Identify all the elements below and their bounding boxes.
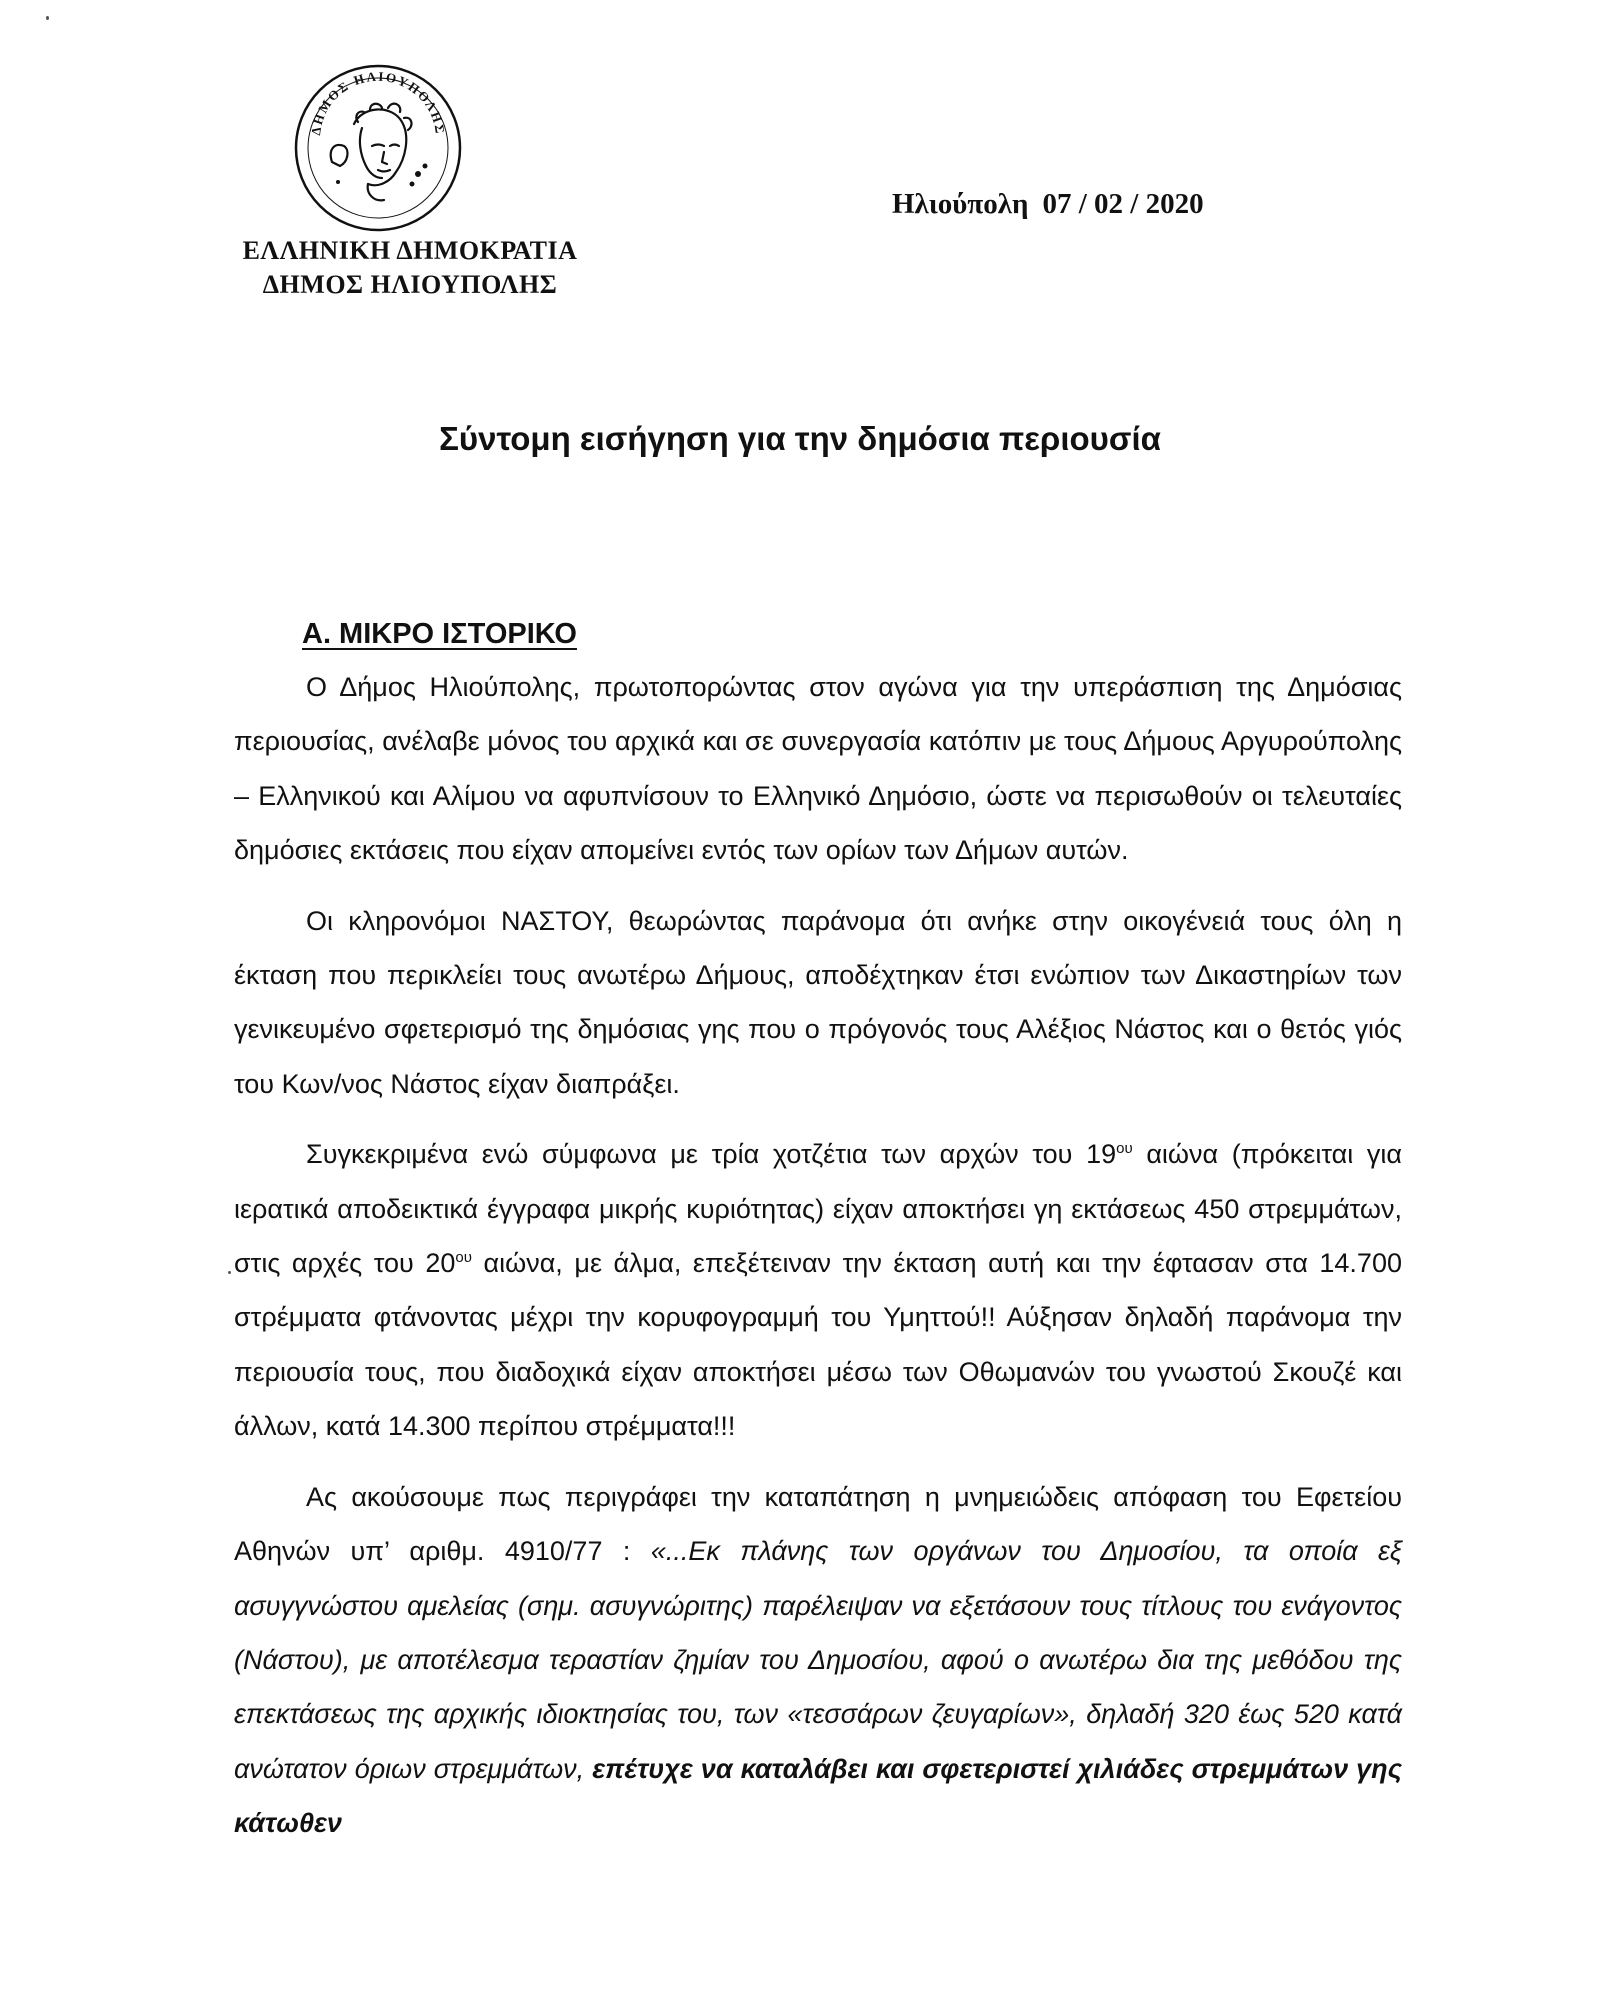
paragraph-3-part-a: Συγκεκριμένα ενώ σύμφωνα με τρία χοτζέτια των αρχών του 19 — [306, 1139, 1117, 1170]
court-quote: «...Εκ πλάνης των οργάνων του Δημοσίου, τα οποία εξ ασυγγνώστου αμελείας (σημ. ασυγνώριτης) παρέλειψαν να εξετάσουν τους τίτλους του ενάγοντος (Νάστου), με αποτέλεσμα τεραστίαν ζημίαν του Δημοσίου, αφού ο ανωτέρω δια της μεθόδου της επεκτάσεως της αρχικής ιδιοκτησίας του, των «τεσσάρων ζευγαρίων», δηλαδή 320 έως 520 κατά ανώτατον όριων στρεμμάτων, — [234, 1536, 1402, 1784]
paragraph-2: Οι κληρονόμοι ΝΑΣΤΟΥ, θεωρώντας παράνομα ότι ανήκε στην οικογένειά τους όλη η έκταση που περικλείει τους ανωτέρω Δήμους, αποδέχτηκαν έτσι ενώπιον των Δικαστηρίων των γενικευμένο σφετερισμό της δημόσιας γης που ο πρόγονός τους Αλέξιος Νάστος και ο θετός γιός του Κων/νος Νάστος είχαν διαπράξει. — [234, 905, 1402, 1099]
paragraph-1: Ο Δήμος Ηλιούπολης, πρωτοπορώντας στον αγώνα για την υπεράσπιση της Δημόσιας περιουσίας, ανέλαβε μόνος του αρχικά και σε συνεργασία κατόπιν με τους Δήμους Αργυρούπολης – Ελληνικού και Αλίμου να αφυπνίσουν το Ελληνικό Δημόσιο, ώστε να περισωθούν οι τελευταίες δημόσιες εκτάσεις που είχαν απομείνει εντός των ορίων των Δήμων αυτών. — [234, 672, 1402, 866]
svg-text:ΔΗΜΟΣ ΗΛΙΟΥΠΟΛΗΣ: ΔΗΜΟΣ ΗΛΙΟΥΠΟΛΗΣ — [307, 68, 449, 137]
document-title: Σύντομη εισήγηση για την δημόσια περιουσία — [439, 420, 1161, 457]
ordinal-suffix: ου — [1116, 1140, 1133, 1158]
date-place: Ηλιούπολη — [892, 188, 1029, 220]
document-date — [892, 188, 1204, 221]
letterhead — [200, 234, 620, 302]
letterhead-country: ΕΛΛΗΝΙΚΗ ΔΗΜΟΚΡΑΤΙΑ — [242, 236, 578, 265]
paragraph-3-part-c: αιώνα, με άλμα, επεξέτειναν την έκταση αυτή και την έφτασαν στα 14.700 στρέμματα φτάνοντας μέχρι την κορυφογραμμή του Υμηττού!! Αύξησαν δηλαδή παράνομα την περιουσία τους, που διαδοχικά είχαν αποκτήσει μέσω των Οθωμανών του γνωστού Σκουζέ και άλλων, κατά 14.300 περίπου στρέμματα!!! — [234, 1248, 1402, 1442]
scan-speck — [228, 1271, 231, 1274]
scan-speck — [46, 16, 49, 20]
letterhead-municipality: ΔΗΜΟΣ ΗΛΙΟΥΠΟΛΗΣ — [262, 270, 558, 299]
court-quote-emphasis: επέτυχε να καταλάβει και σφετεριστεί χιλιάδες στρεμμάτων γης κάτωθεν — [234, 1753, 1402, 1839]
municipal-seal-logo — [292, 62, 464, 234]
section-heading: Α. ΜΙΚΡΟ ΙΣΤΟΡΙΚΟ — [302, 618, 577, 650]
date-value: 07 / 02 / 2020 — [1042, 188, 1204, 220]
document-body — [234, 660, 1402, 1867]
paragraph-3 — [234, 1127, 1402, 1453]
paragraph-3-part-b: αιώνα (πρόκειται για ιερατικά αποδεικτικά έγγραφα μικρής κυριότητας) είχαν αποκτήσει γη εκτάσεως 450 στρεμμάτων, στις αρχές του 20 — [234, 1139, 1402, 1279]
paragraph-4 — [234, 1470, 1402, 1851]
paragraph-4-intro: Ας ακούσουμε πως περιγράφει την καταπάτηση η μνημειώδεις απόφαση του Εφετείου Αθηνών υπ’ αριθμ. 4910/77 : — [234, 1481, 1402, 1567]
ordinal-suffix: ου — [455, 1249, 472, 1267]
